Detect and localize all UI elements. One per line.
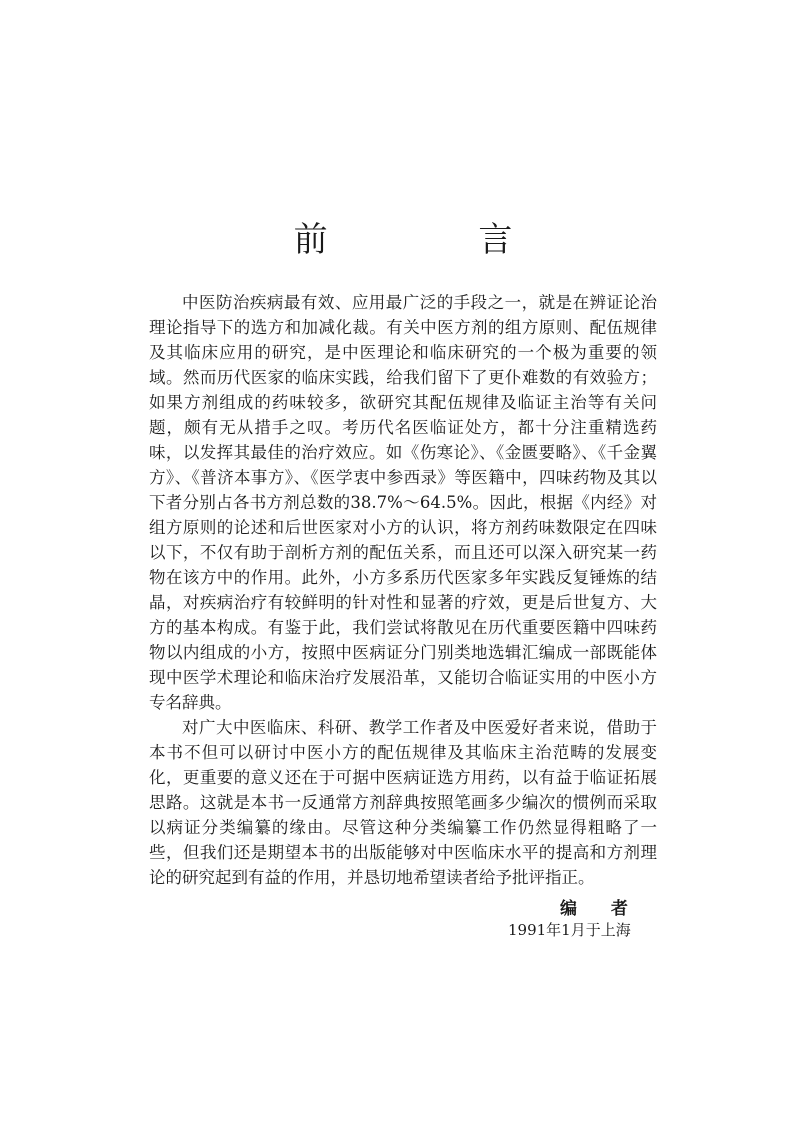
page-title: 前 言 (293, 220, 583, 260)
paragraph-1: 中医防治疾病最有效、应用最广泛的手段之一，就是在辨证论治理论指导下的选方和加减化裁。有关中医方剂的组方原则、配伍规律及其临床应用的研究，是中医理论和临床研究的一个极为重要的领域。然而历代医家的临床实践，给我们留下了更仆难数的有效验方；如果方剂组成的药味较多，欲研究其配伍规律及临证主治等有关问题，颇有无从措手之叹。考历代名医临证处方，都十分注重精选药味，以发挥其最佳的治疗效应。如《伤寒论》、《金匮要略》、《千金翼方》、《普济本事方》、《医学衷中参西录》等医籍中，四味药物及其以下者分别占各书方剂总数的38.7%～64.5%。因此，根据《内经》对组方原则的论述和后世医家对小方的认识，将方剂药味数限定在四味以下，不仅有助于剖析方剂的配伍关系，而且还可以深入研究某一药物在该方中的作用。此外，小方多系历代医家多年实践反复锤炼的结晶，对疾病治疗有较鲜明的针对性和显著的疗效，更是后世复方、大方的基本构成。有鉴于此，我们尝试将散见在历代重要医籍中四味药物以内组成的小方，按照中医病证分门别类地选辑汇编成一部既能体现中医学术理论和临床治疗发展沿革，又能切合临证实用的中医小方专名辞典。 (149, 293, 657, 712)
preface-body (149, 290, 657, 890)
signature-date: 1991年1月于上海 (508, 921, 631, 939)
paragraph-2: 对广大中医临床、科研、教学工作者及中医爱好者来说，借助于本书不但可以研讨中医小方的配伍规律及其临床主治范畴的发展变化，更重要的意义还在于可据中医病证选方用药，以有益于临证拓展思路。这就是本书一反通常方剂辞典按照笔画多少编次的惯例而采取以病证分类编纂的缘由。尽管这种分类编纂工作仍然显得粗略了一些，但我们还是期望本书的出版能够对中医临床水平的提高和方剂理论的研究起到有益的作用，并恳切地希望读者给予批评指正。 (149, 718, 657, 887)
author-signature: 编 者 (560, 899, 642, 919)
